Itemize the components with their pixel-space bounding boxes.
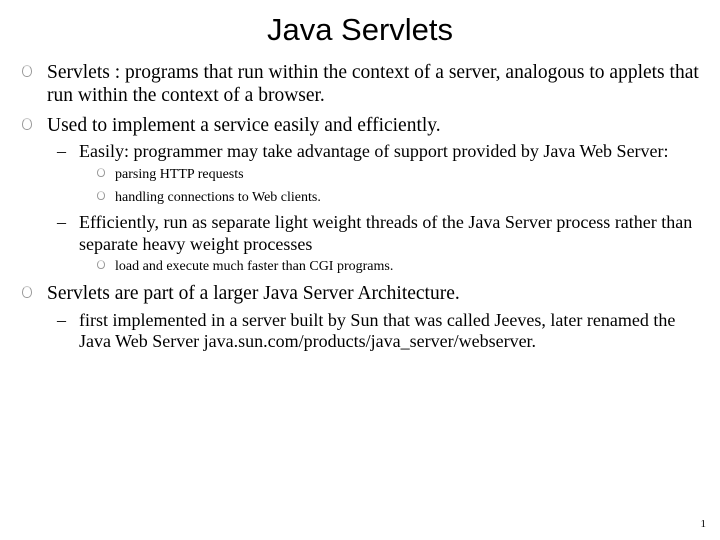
dash-bullet-icon: – (57, 212, 66, 233)
list-item-text: Servlets are part of a larger Java Server Architecture. (47, 282, 460, 304)
list-item-text: handling connections to Web clients. (115, 189, 321, 205)
list-item-text: Easily: programmer may take advantage of support provided by Java Web Server: (79, 141, 669, 162)
bullet-list-level-2 (47, 141, 710, 275)
circle-bullet-icon (97, 191, 105, 200)
circle-bullet-icon (22, 118, 32, 130)
list-item (47, 141, 710, 206)
list-item-text: first implemented in a server built by Sun that was called Jeeves, later renamed the Java Web Server java.sun.com/products/java_server/webserver. (79, 309, 676, 352)
page-number: 1 (700, 518, 706, 530)
list-item (47, 310, 710, 353)
dash-bullet-icon: – (57, 141, 66, 162)
list-item (79, 189, 710, 207)
list-item-text: Efficiently, run as separate light weight threads of the Java Server process rather than separate heavy weight processes (79, 212, 693, 254)
dash-bullet-icon: – (57, 309, 66, 330)
bullet-list-level-1 (14, 62, 710, 353)
bullet-list-level-3 (79, 258, 710, 276)
bullet-list-level-3 (79, 166, 710, 206)
circle-bullet-icon (22, 65, 32, 77)
bullet-list-level-2 (47, 310, 710, 353)
list-item-text: Used to implement a service easily and efficiently. (47, 114, 441, 136)
list-item (14, 62, 710, 108)
list-item (14, 115, 710, 276)
slide-body (14, 62, 710, 360)
list-item-text: load and execute much faster than CGI programs. (115, 259, 394, 275)
list-item (47, 212, 710, 276)
circle-bullet-icon (22, 286, 32, 298)
list-item (79, 166, 710, 184)
list-item-text: Servlets : programs that run within the context of a server, analogous to applets that run within the context of a browser. (47, 62, 699, 106)
circle-bullet-icon (97, 168, 105, 177)
page-title: Java Servlets (266, 12, 454, 47)
circle-bullet-icon (97, 260, 105, 269)
list-item (79, 258, 710, 276)
list-item (14, 283, 710, 353)
list-item-text: parsing HTTP requests (115, 167, 244, 183)
